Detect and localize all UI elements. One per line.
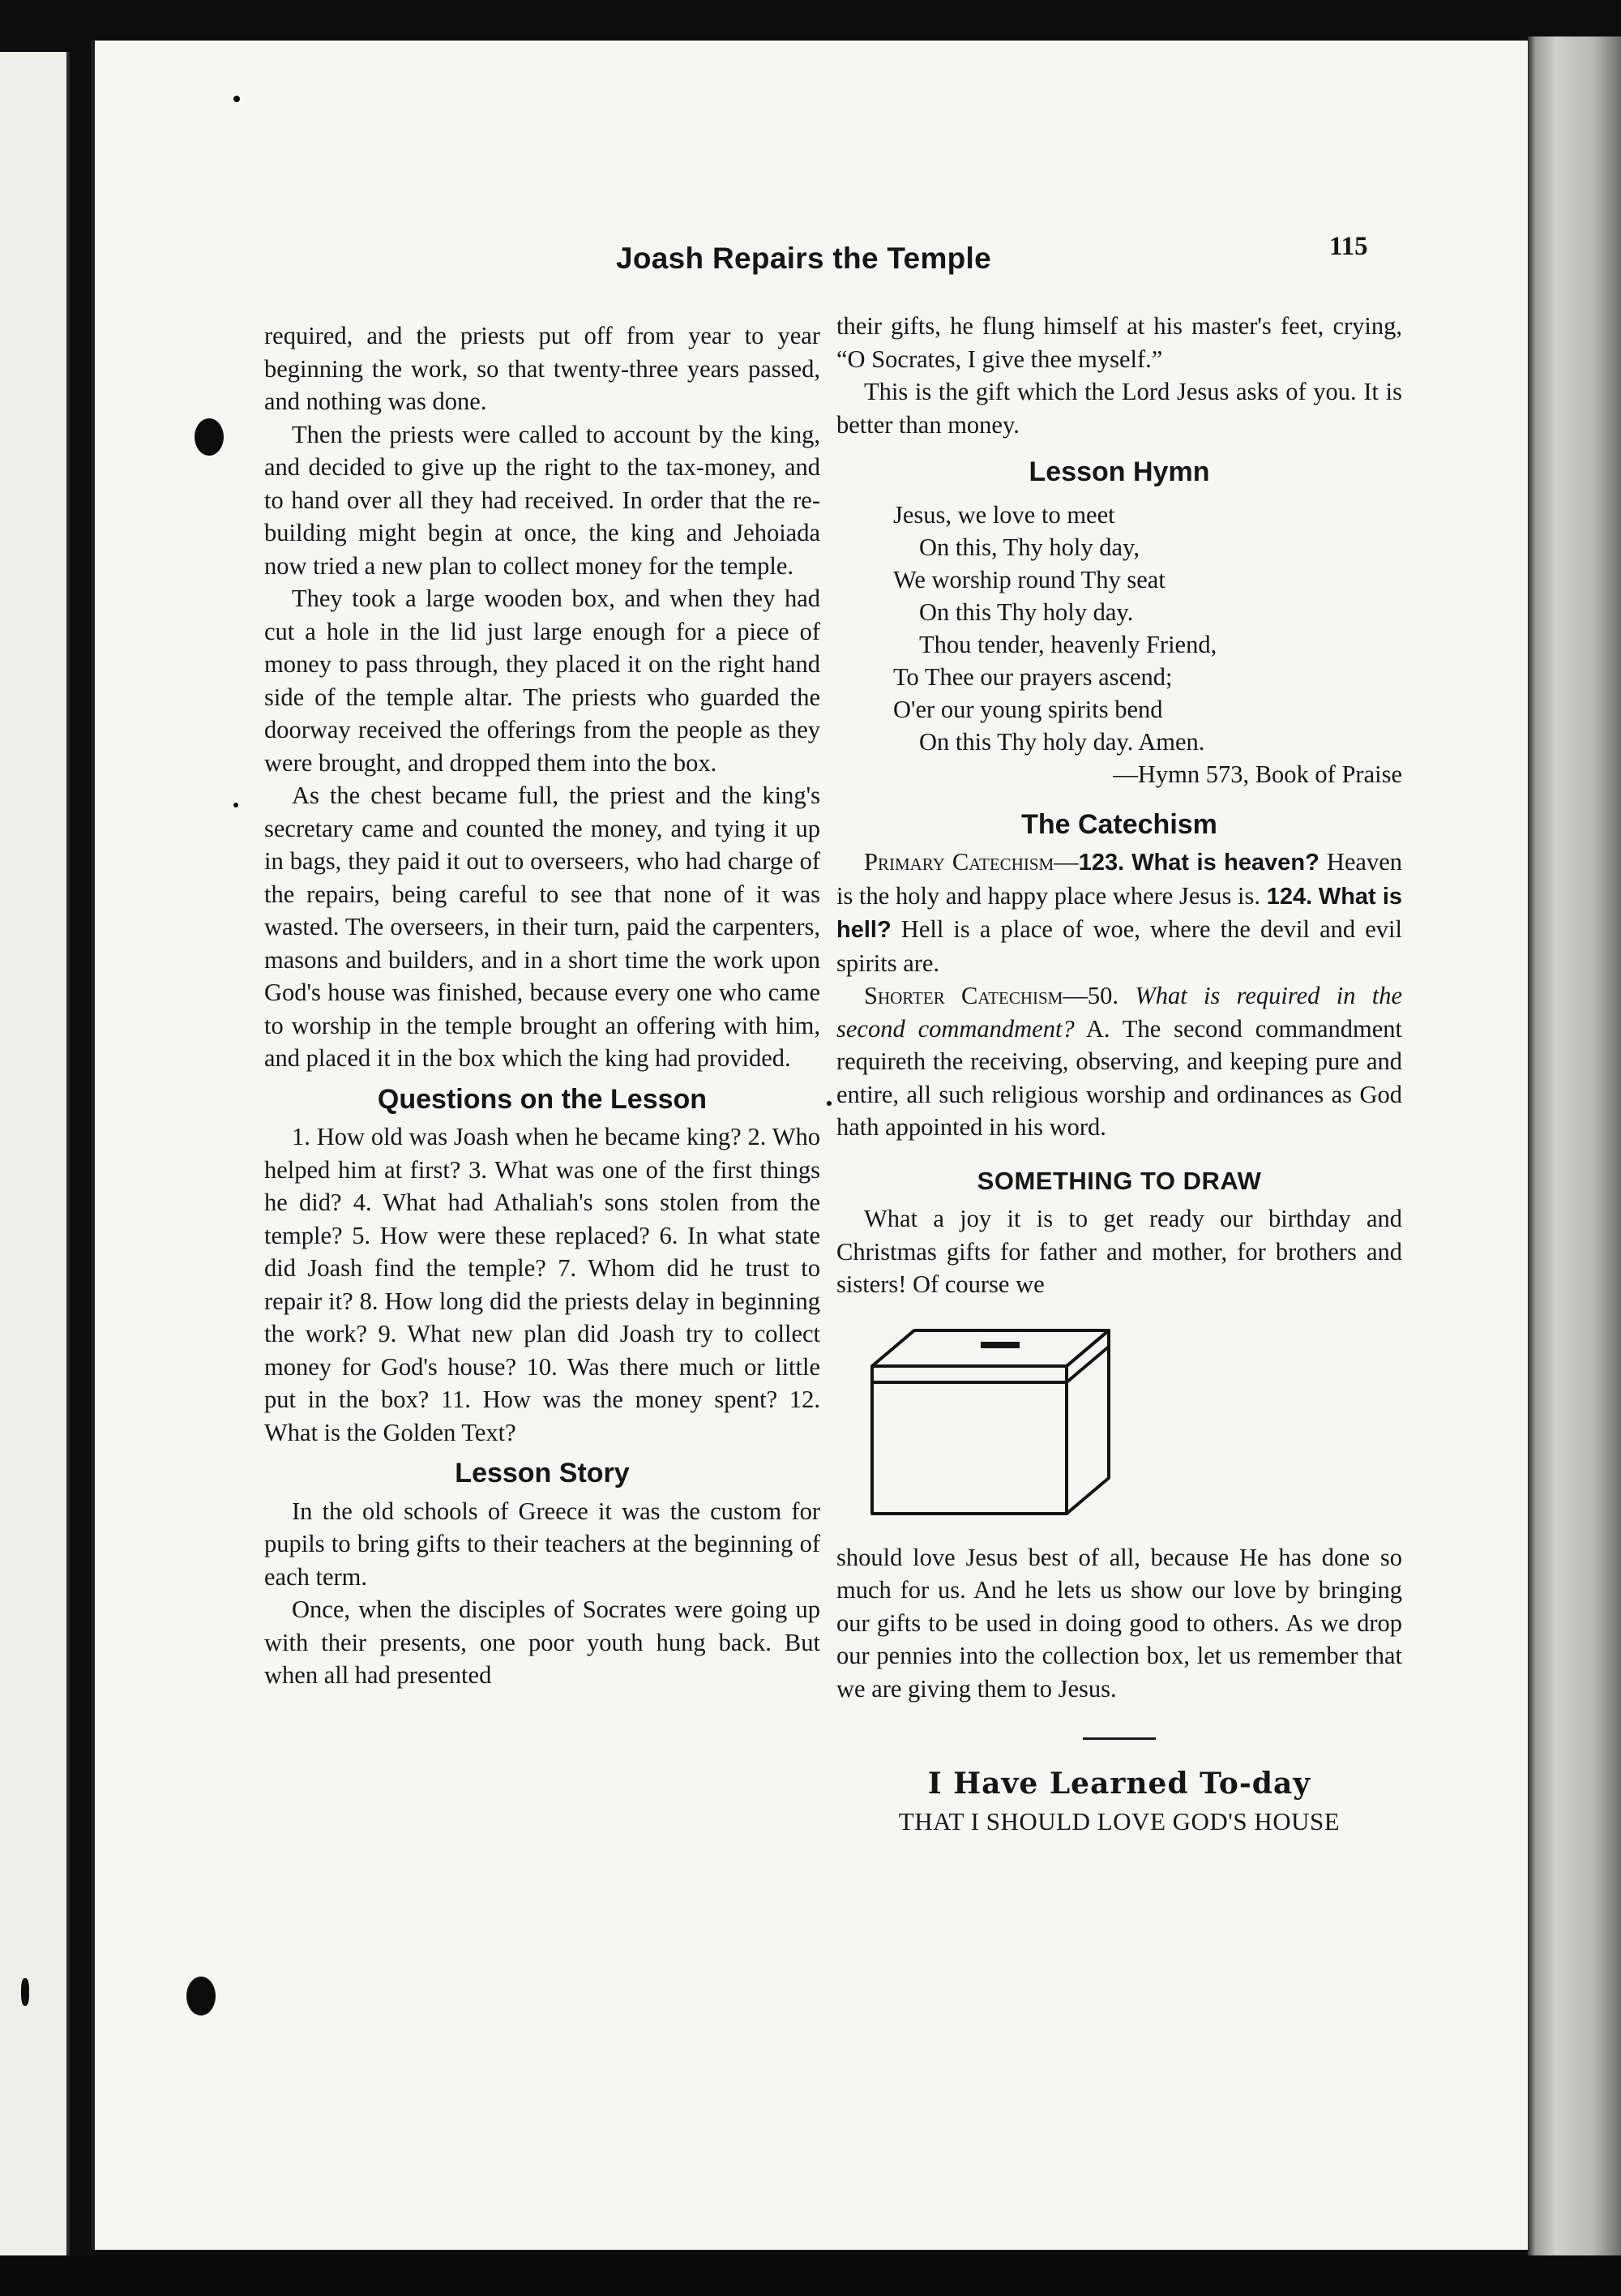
questions-heading: Questions on the Lesson <box>377 1083 708 1115</box>
draw-intro: What a joy it is to get ready our birthday and Christmas gifts for father and mother, for brothers and sisters! Of course we <box>836 1205 1402 1298</box>
shorter-label: Shorter Catechism— <box>864 982 1088 1009</box>
catechism-question: What is required in the second commandment? <box>836 982 1403 1043</box>
question-number: 123. <box>1078 850 1125 876</box>
story-heading: Lesson Story <box>455 1458 630 1489</box>
question-number: 50. <box>1087 982 1118 1009</box>
catechism-question: What is heaven? <box>1131 850 1319 876</box>
catechism-question: What is hell? <box>836 883 1403 943</box>
hymn-heading: Lesson Hymn <box>1029 456 1210 487</box>
speck <box>827 1101 832 1106</box>
left-column <box>264 319 820 1692</box>
shorter-catechism <box>836 979 1402 1144</box>
primary-label: Primary Catechism— <box>864 848 1079 876</box>
hymn-line: We worship round Thy seat <box>893 565 1165 593</box>
paragraph: As the chest became full, the priest and the king's secretary came and counted the money, and tying it up in bags, they paid it out to overseers, who had charge of the repairs, being careful to see that none of it was wasted. The overseers, in their turn, paid the carpenters, masons and builders, and in a short time the work upon God's house was finished, because every one who came to worship in the temple brought an offering with him, and placed it in the box which the king had provided. <box>264 782 820 1072</box>
hymn-line: On this Thy holy day. <box>919 598 1134 626</box>
right-column <box>836 310 1402 1838</box>
draw-after: should love Jesus best of all, because He has done so much for us. And he lets us show our love by bringing our gifts to be used in doing good to others. As we drop our pennies into the collection box, let us remember that we are giving them to Jesus. <box>836 1543 1402 1703</box>
hymn-line: On this, Thy holy day, <box>919 533 1140 561</box>
hymn-line: Jesus, we love to meet <box>893 500 1115 529</box>
learned-heading: I Have Learned To-day <box>927 1767 1311 1801</box>
hymn-line: To Thee our prayers ascend; <box>893 662 1173 691</box>
story-closing: This is the gift which the Lord Jesus asks of you. It is better than money. <box>836 378 1402 439</box>
story-paragraph: Once, when the disciples of Socrates were going up with their presents, one poor youth hung back. But when all had presented <box>264 1596 820 1689</box>
divider-rule <box>1083 1737 1156 1740</box>
hymn-line: O'er our young spirits bend <box>893 695 1163 723</box>
story-continued: their gifts, he flung himself at his master's feet, crying, “O Socrates, I give thee myself.” <box>836 312 1402 373</box>
paragraph: Then the priests were called to account by the king, and decided to give up the right to the tax-money, and to hand over all they had received. In order that the re-building might begin at once, the king and Jehoiada now tried a new plan to collect money for the temple. <box>264 420 820 580</box>
hymn-citation: —Hymn 573, Book of Praise <box>1113 760 1402 788</box>
question-number: 124. <box>1266 883 1313 910</box>
hymn-line: Thou tender, heavenly Friend, <box>919 630 1217 658</box>
catechism-heading: The Catechism <box>1021 808 1217 840</box>
page-number: 115 <box>1329 232 1368 261</box>
story-paragraph: In the old schools of Greece it was the custom for pupils to bring gifts to their teachers at the beginning of each term. <box>264 1497 820 1591</box>
facing-page-edge <box>0 52 70 2257</box>
binding-hole-bottom <box>186 1977 216 2015</box>
paragraph: They took a large wooden box, and when they had cut a hole in the lid just large enough for a piece of money to pass through, they placed it on the right hand side of the temple altar. The priests who guarded the doorway received the offerings from the people as they were brought, and dropped them into the box. <box>264 585 820 777</box>
hymn-verse <box>893 499 1402 790</box>
catechism-answer: A. The second commandment requireth the receiving, observing, and keeping pure and entire, all such religious worship and ordinances as God hath appointed in his word. <box>836 1014 1402 1141</box>
speck <box>21 1978 29 2006</box>
catechism-answer: Hell is a place of woe, where the devil and evil spirits are. <box>836 915 1403 977</box>
speck <box>233 803 238 807</box>
running-title: Joash Repairs the Temple <box>616 242 991 275</box>
hymn-line: On this Thy holy day. Amen. <box>919 727 1205 756</box>
paragraph: required, and the priests put off from year to year beginning the work, so that twenty-three years passed, and nothing was done. <box>264 322 820 415</box>
speck <box>233 96 240 102</box>
primary-catechism <box>836 846 1402 979</box>
draw-heading: SOMETHING TO DRAW <box>977 1166 1262 1195</box>
scan-border <box>0 2255 1621 2296</box>
binding-hole-top <box>195 418 224 456</box>
questions-list: 1. How old was Joash when he became king? 2. Who helped him at first? 3. What was one of the first things he did? 4. What had Athaliah's sons stolen from the temple? 5. How were these replaced? 6. In what state did Joash find the temple? 7. Whom did he trust to repair it? 8. How long did the priests delay in beginning the work? 9. What new plan did Joash try to collect money for God's house? 10. Was there much or little put in the box? 11. How was the money spent? 12. What is the Golden Text? <box>264 1123 820 1446</box>
catechism-answer: Heaven is the holy and happy place where Jesus is. <box>836 848 1402 910</box>
collection-box-drawing <box>869 1322 1112 1517</box>
page-stack-edge <box>1528 36 1621 2258</box>
learned-text: THAT I SHOULD LOVE GOD'S HOUSE <box>898 1806 1341 1836</box>
